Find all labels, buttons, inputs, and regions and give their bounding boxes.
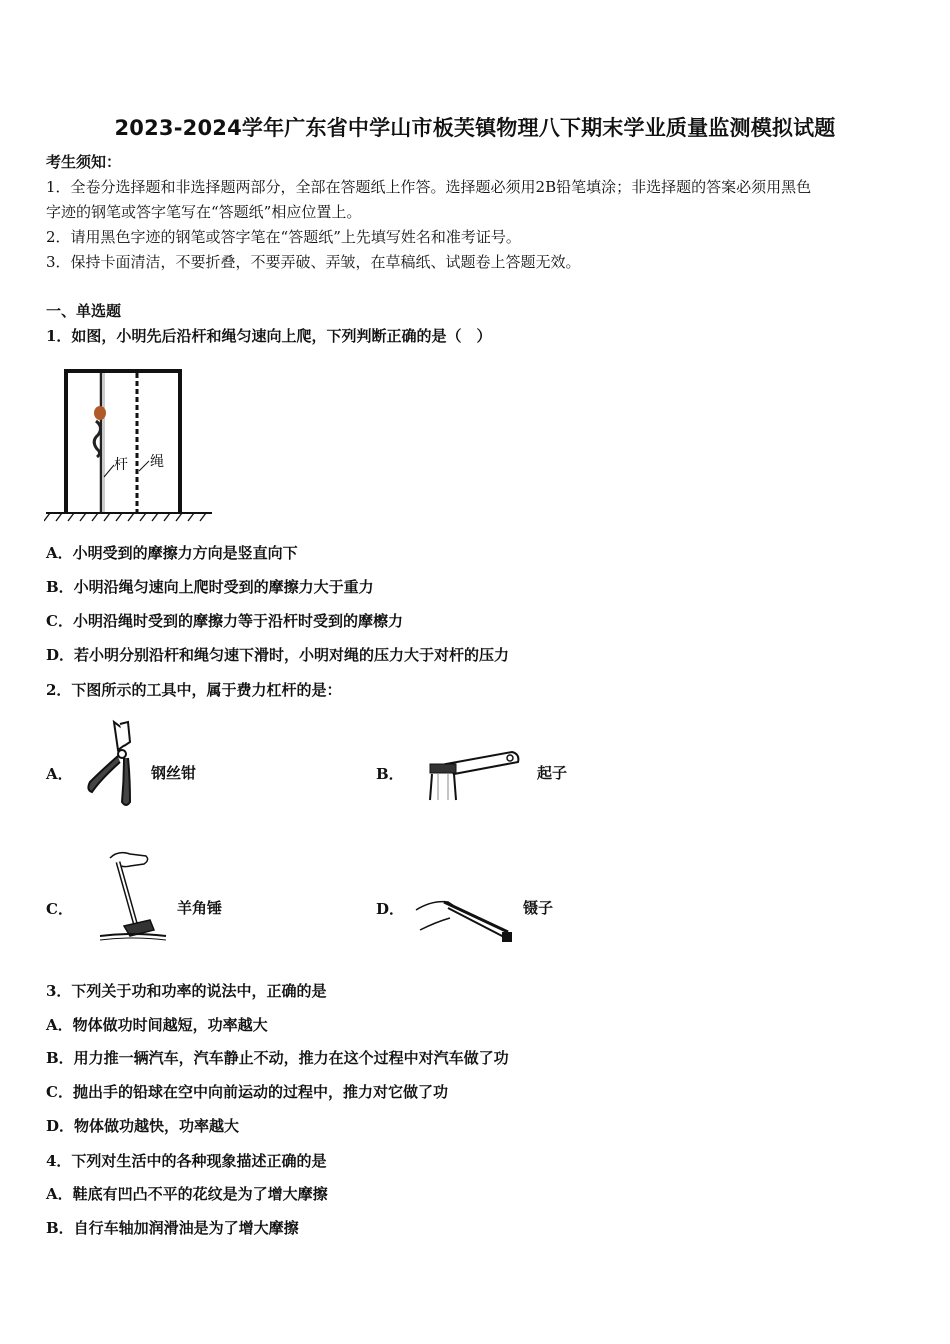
q3-option-d: D．物体做功越快，功率越大 [46, 1117, 240, 1135]
question-1-stem: 1．如图，小明先后沿杆和绳匀速向上爬，下列判断正确的是（ ） [46, 327, 492, 345]
q2-option-b-letter: B． [376, 765, 404, 783]
notice-item: 2．请用黑色字迹的钢笔或答字笔在“答题纸”上先填写姓名和准考证号。 [46, 228, 521, 246]
q1-option-d: D．若小明分别沿杆和绳匀速下滑时，小明对绳的压力大于对杆的压力 [46, 646, 510, 664]
climbing-figure [44, 365, 214, 525]
q1-option-b: B．小明沿绳匀速向上爬时受到的摩擦力大于重力 [46, 578, 374, 596]
pole-label: 杆 [114, 457, 128, 473]
pliers-icon [84, 718, 144, 810]
ground-hatching [44, 513, 206, 521]
q3-option-a: A．物体做功时间越短，功率越大 [46, 1016, 268, 1034]
notice-item: 1．全卷分选择题和非选择题两部分，全部在答题纸上作答。选择题必须用2B铅笔填涂；非选择题的答案必须用黑色 [46, 178, 812, 196]
rope-label: 绳 [150, 454, 164, 470]
q4-option-a: A．鞋底有凹凸不平的花纹是为了增大摩擦 [46, 1185, 328, 1203]
section-heading: 一、单选题 [46, 302, 122, 320]
question-4-stem: 4．下列对生活中的各种现象描述正确的是 [46, 1152, 327, 1170]
q4-option-b: B．自行车轴加润滑油是为了增大摩擦 [46, 1219, 299, 1237]
tweezers-icon [414, 888, 518, 950]
q2-option-b-label: 起子 [537, 764, 568, 782]
question-2-stem: 2．下图所示的工具中，属于费力杠杆的是： [46, 681, 342, 699]
notice-item: 3．保持卡面清洁，不要折叠，不要弄破、弄皱，在草稿纸、试题卷上答题无效。 [46, 253, 581, 271]
q1-option-a: A．小明受到的摩擦力方向是竖直向下 [46, 544, 298, 562]
q2-option-d-letter: D． [376, 900, 405, 918]
notice-item: 字迹的钢笔或答字笔写在“答题纸”相应位置上。 [46, 203, 362, 221]
q2-option-d-label: 镊子 [523, 899, 554, 917]
page-title: 2023-2024学年广东省中学山市板芙镇物理八下期末学业质量监测模拟试题 [114, 116, 836, 140]
q2-option-c-letter: C． [46, 900, 73, 918]
q2-option-c-label: 羊角锤 [177, 899, 223, 917]
question-3-stem: 3．下列关于功和功率的说法中，正确的是 [46, 982, 327, 1000]
claw-hammer-icon [96, 848, 168, 944]
bottle-opener-icon [420, 748, 524, 802]
q3-option-c: C．抛出手的铅球在空中向前运动的过程中，推力对它做了功 [46, 1083, 448, 1101]
q1-option-c: C．小明沿绳时受到的摩擦力等于沿杆时受到的摩檫力 [46, 612, 403, 630]
notice-heading: 考生须知： [46, 153, 122, 171]
q2-option-a-label: 钢丝钳 [151, 764, 197, 782]
q2-option-a-letter: A． [46, 765, 73, 783]
q3-option-b: B．用力推一辆汽车，汽车静止不动，推力在这个过程中对汽车做了功 [46, 1049, 509, 1067]
